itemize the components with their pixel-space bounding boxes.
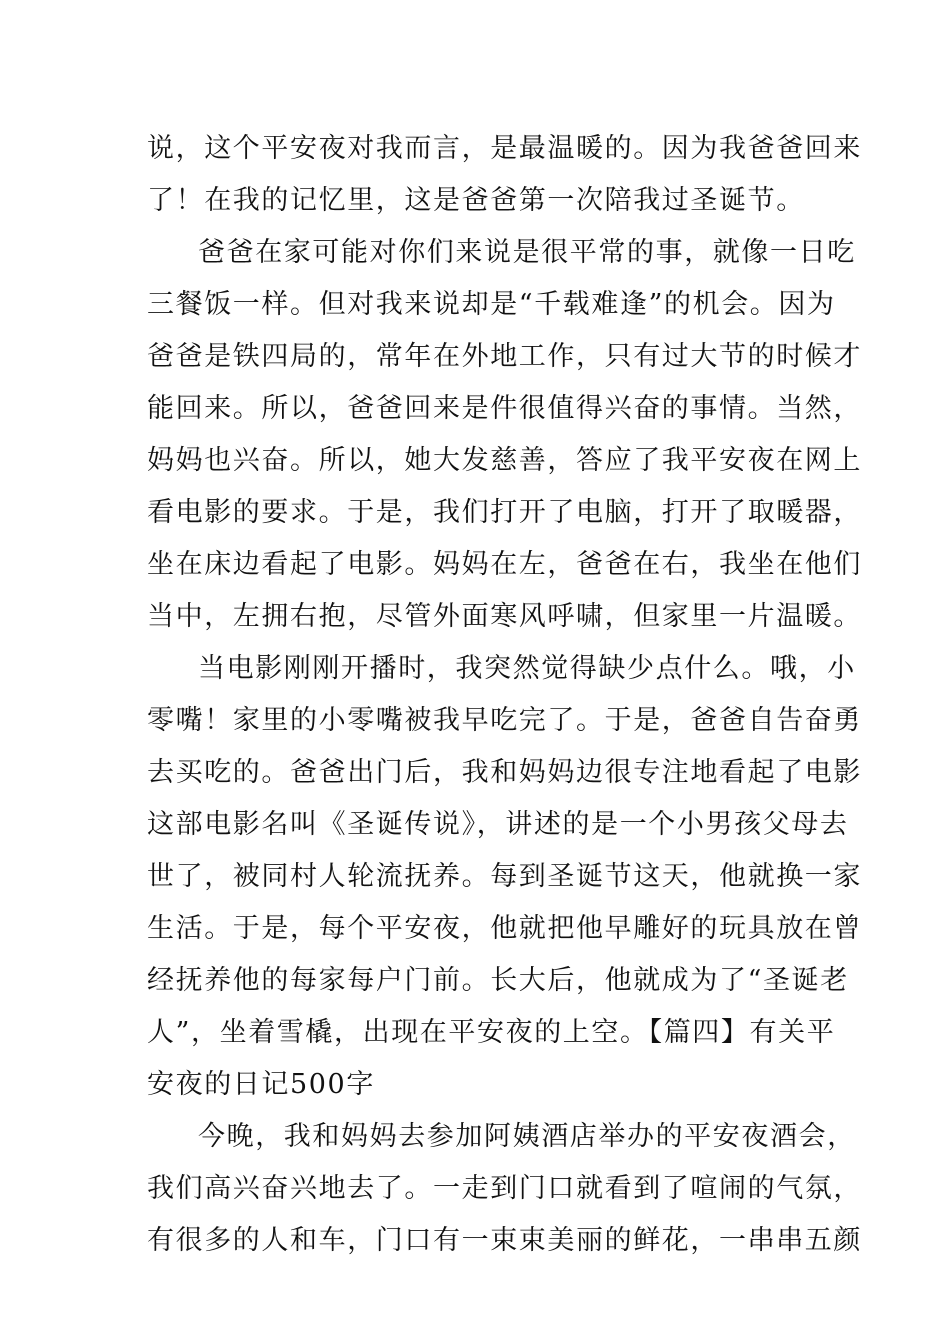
paragraph-first-line: 今晚，我和妈妈去参加阿姨酒店举办的平安夜酒会，: [198, 1121, 856, 1152]
text-line: 当中，左拥右抱，尽管外面寒风呼啸，但家里一片温暖。: [147, 601, 862, 632]
paragraph-first-line: 爸爸在家可能对你们来说是很平常的事，就像一日吃: [198, 237, 856, 268]
text-line: 生活。于是，每个平安夜，他就把他早雕好的玩具放在曾: [147, 913, 862, 944]
text-line: 说，这个平安夜对我而言，是最温暖的。因为我爸爸回来: [147, 133, 862, 164]
text-line: 了！在我的记忆里，这是爸爸第一次陪我过圣诞节。: [147, 185, 805, 216]
text-line: 妈妈也兴奋。所以，她大发慈善，答应了我平安夜在网上: [147, 445, 862, 476]
text-line: 这部电影名叫《圣诞传说》，讲述的是一个小男孩父母去: [147, 809, 849, 840]
paragraph-first-line: 当电影刚刚开播时，我突然觉得缺少点什么。哦，小: [198, 653, 856, 684]
text-line: 人”，坐着雪橇，出现在平安夜的上空。【篇四】有关平: [147, 1017, 836, 1048]
text-line: 看电影的要求。于是，我们打开了电脑，打开了取暖器，: [147, 497, 862, 528]
text-line: 三餐饭一样。但对我来说却是“千载难逢”的机会。因为: [147, 289, 836, 320]
text-line: 世了，被同村人轮流抚养。每到圣诞节这天，他就换一家: [147, 861, 862, 892]
text-line: 经抚养他的每家每户门前。长大后，他就成为了“圣诞老: [147, 965, 849, 996]
text-line: 安夜的日记500字: [147, 1069, 375, 1100]
text-line: 零嘴！家里的小零嘴被我早吃完了。于是，爸爸自告奋勇: [147, 705, 862, 736]
text-line: 我们高兴奋兴地去了。一走到门口就看到了喧闹的气氛，: [147, 1173, 862, 1204]
text-line: 坐在床边看起了电影。妈妈在左，爸爸在右，我坐在他们: [147, 549, 862, 580]
text-line: 去买吃的。爸爸出门后，我和妈妈边很专注地看起了电影: [147, 757, 862, 788]
text-line: 有很多的人和车，门口有一束束美丽的鲜花，一串串五颜: [147, 1225, 862, 1256]
text-line: 能回来。所以，爸爸回来是件很值得兴奋的事情。当然，: [147, 393, 862, 424]
text-line: 爸爸是铁四局的，常年在外地工作，只有过大节的时候才: [147, 341, 862, 372]
